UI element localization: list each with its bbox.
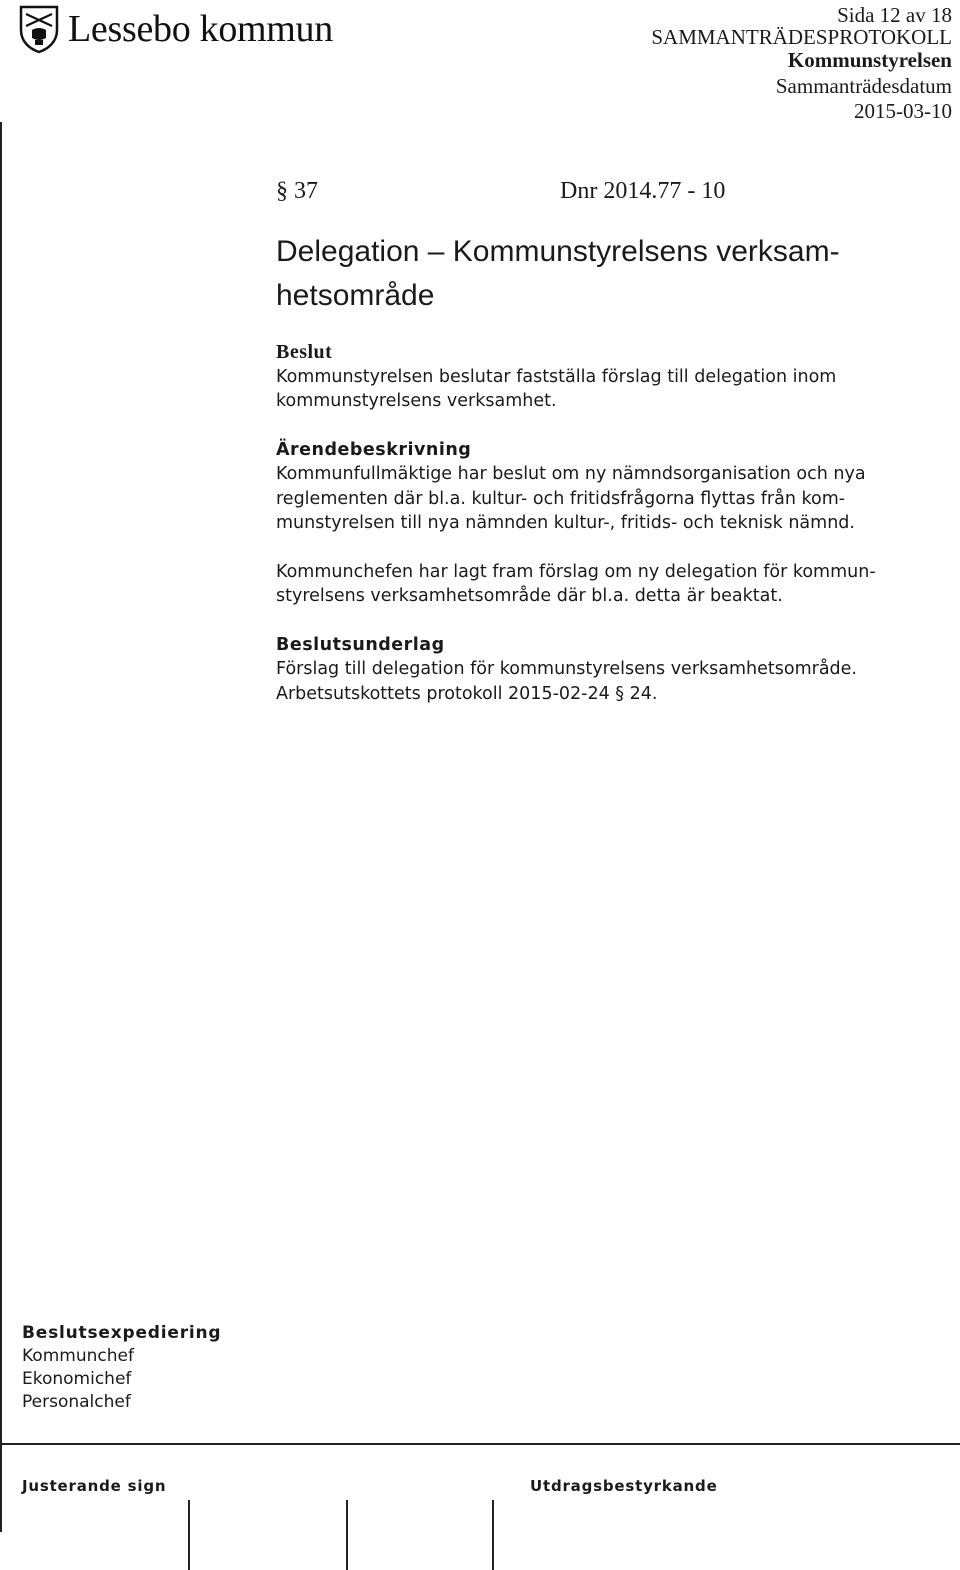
distribution-heading: Beslutsexpediering bbox=[22, 1323, 222, 1343]
page-title bbox=[276, 230, 916, 318]
beslut-line: kommunstyrelsens verksamhet. bbox=[276, 391, 557, 411]
underlag-line: Arbetsutskottets protokoll 2015-02-24 § 24. bbox=[276, 683, 658, 704]
logo-text: Lessebo kommun bbox=[68, 8, 333, 50]
distribution-item: Kommunchef bbox=[22, 1346, 134, 1366]
distribution-item: Personalchef bbox=[22, 1392, 131, 1412]
paragraph-row bbox=[276, 178, 916, 205]
arende-heading: Ärendebeskrivning bbox=[276, 439, 472, 460]
meeting-date-label: Sammanträdesdatum bbox=[775, 74, 952, 98]
paragraph-number: § 37 bbox=[276, 178, 318, 204]
signature-box-divider bbox=[492, 1500, 494, 1570]
signature-box-divider bbox=[188, 1500, 190, 1570]
arende-line: Kommunchefen har lagt fram förslag om ny delegation för kommun- bbox=[276, 561, 876, 582]
underlag-heading: Beslutsunderlag bbox=[276, 634, 445, 655]
municipality-logo bbox=[18, 4, 333, 54]
municipal-crest-icon bbox=[18, 4, 60, 54]
distribution-item: Ekonomichef bbox=[22, 1369, 132, 1389]
title-line: Delegation – Kommunstyrelsens verksam- bbox=[276, 235, 840, 268]
title-line: hetsområde bbox=[276, 279, 435, 312]
beslut-line: Kommunstyrelsen beslutar fastställa förslag till delegation inom bbox=[276, 366, 837, 387]
signature-box-divider bbox=[346, 1500, 348, 1570]
document-type: SAMMANTRÄDESPROTOKOLL bbox=[651, 25, 952, 49]
arende-line: styrelsens verksamhetsområde där bl.a. detta är beaktat. bbox=[276, 586, 783, 606]
meeting-date: 2015-03-10 bbox=[854, 99, 952, 123]
footer-rule bbox=[0, 1443, 960, 1445]
committee-name: Kommunstyrelsen bbox=[787, 48, 952, 72]
main-content bbox=[276, 340, 936, 706]
arende-line: Kommunfullmäktige har beslut om ny nämndsorganisation och nya bbox=[276, 464, 866, 484]
diary-number: Dnr 2014.77 - 10 bbox=[560, 178, 726, 204]
underlag-line: Förslag till delegation för kommunstyrelsens verksamhetsområde. bbox=[276, 659, 857, 679]
justerande-label: Justerande sign bbox=[22, 1477, 167, 1495]
arende-line: munstyrelsen till nya nämnden kultur-, fritids- och teknisk nämnd. bbox=[276, 513, 855, 533]
page-info: Sida 12 av 18 bbox=[837, 3, 952, 27]
distribution-list bbox=[22, 1322, 221, 1414]
left-margin-rule bbox=[0, 122, 2, 1532]
utdrag-label: Utdragsbestyrkande bbox=[530, 1477, 718, 1495]
arende-line: reglementen där bl.a. kultur- och fritidsfrågorna flyttas från kom- bbox=[276, 488, 846, 509]
beslut-heading: Beslut bbox=[276, 341, 333, 363]
